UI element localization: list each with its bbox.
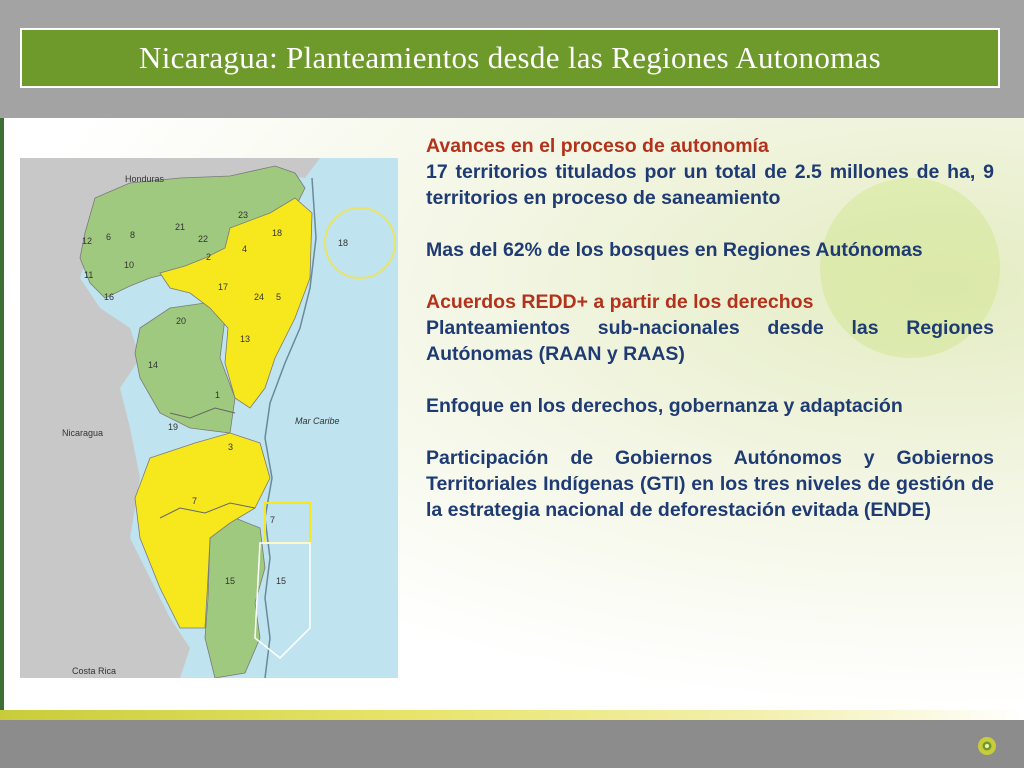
logo-icon bbox=[975, 735, 999, 757]
territory-number: 8 bbox=[130, 230, 136, 240]
territory-number: 12 bbox=[82, 236, 93, 246]
territory-number: 20 bbox=[176, 316, 187, 326]
footer-band bbox=[0, 720, 1024, 768]
territory-number: 22 bbox=[198, 234, 209, 244]
territory-number: 6 bbox=[106, 232, 112, 242]
map-graphic bbox=[20, 158, 398, 678]
section2-paragraph-3: Participación de Gobiernos Autónomos y Gobiernos Territoriales Indígenas (GTI) en los tres niveles de gestión de la estrategia nacional de deforestación evitada (ENDE) bbox=[426, 447, 994, 521]
section1-paragraph-2: Mas del 62% de los bosques en Regiones Autónomas bbox=[426, 239, 923, 261]
territory-number: 5 bbox=[276, 292, 282, 302]
section2-heading: Acuerdos REDD+ a partir de los derechos bbox=[426, 291, 814, 313]
territory-number: 14 bbox=[148, 360, 159, 370]
left-edge-stripe bbox=[0, 118, 4, 713]
territory-number: 15 bbox=[276, 576, 287, 586]
territory-number: 18 bbox=[272, 228, 283, 238]
territory-number: 19 bbox=[168, 422, 179, 432]
territory-number: 10 bbox=[124, 260, 135, 270]
territory-number: 18 bbox=[338, 238, 349, 248]
section2-paragraph-1: Planteamientos sub-nacionales desde las Regiones Autónomas (RAAN y RAAS) bbox=[426, 317, 994, 365]
title-box bbox=[20, 28, 1000, 88]
text-column bbox=[426, 133, 994, 523]
label-costa-rica: Costa Rica bbox=[72, 666, 117, 676]
section1-heading: Avances en el proceso de autonomía bbox=[426, 135, 769, 157]
territory-number: 1 bbox=[215, 390, 221, 400]
territory-number: 24 bbox=[254, 292, 265, 302]
territory-number: 3 bbox=[228, 442, 234, 452]
territory-number: 7 bbox=[192, 496, 198, 506]
territory-number: 16 bbox=[104, 292, 115, 302]
label-mar-caribe: Mar Caribe bbox=[295, 416, 340, 426]
section2-paragraph-2: Enfoque en los derechos, gobernanza y adaptación bbox=[426, 395, 903, 417]
territory-number: 17 bbox=[218, 282, 229, 292]
territory-number: 23 bbox=[238, 210, 249, 220]
territory-number: 13 bbox=[240, 334, 251, 344]
territory-number: 4 bbox=[242, 244, 248, 254]
territory-map bbox=[20, 158, 398, 678]
label-honduras: Honduras bbox=[125, 174, 165, 184]
slide-title: Nicaragua: Planteamientos desde las Regiones Autonomas bbox=[139, 40, 881, 75]
territory-number: 15 bbox=[225, 576, 236, 586]
territory-number: 7 bbox=[270, 515, 276, 525]
section1-paragraph-1: 17 territorios titulados por un total de 2.5 millones de ha, 9 territorios en proceso de saneamiento bbox=[426, 161, 994, 209]
territory-number: 11 bbox=[84, 270, 94, 280]
label-nicaragua: Nicaragua bbox=[62, 428, 104, 438]
territory-number: 2 bbox=[206, 252, 212, 262]
territory-number: 21 bbox=[175, 222, 186, 232]
